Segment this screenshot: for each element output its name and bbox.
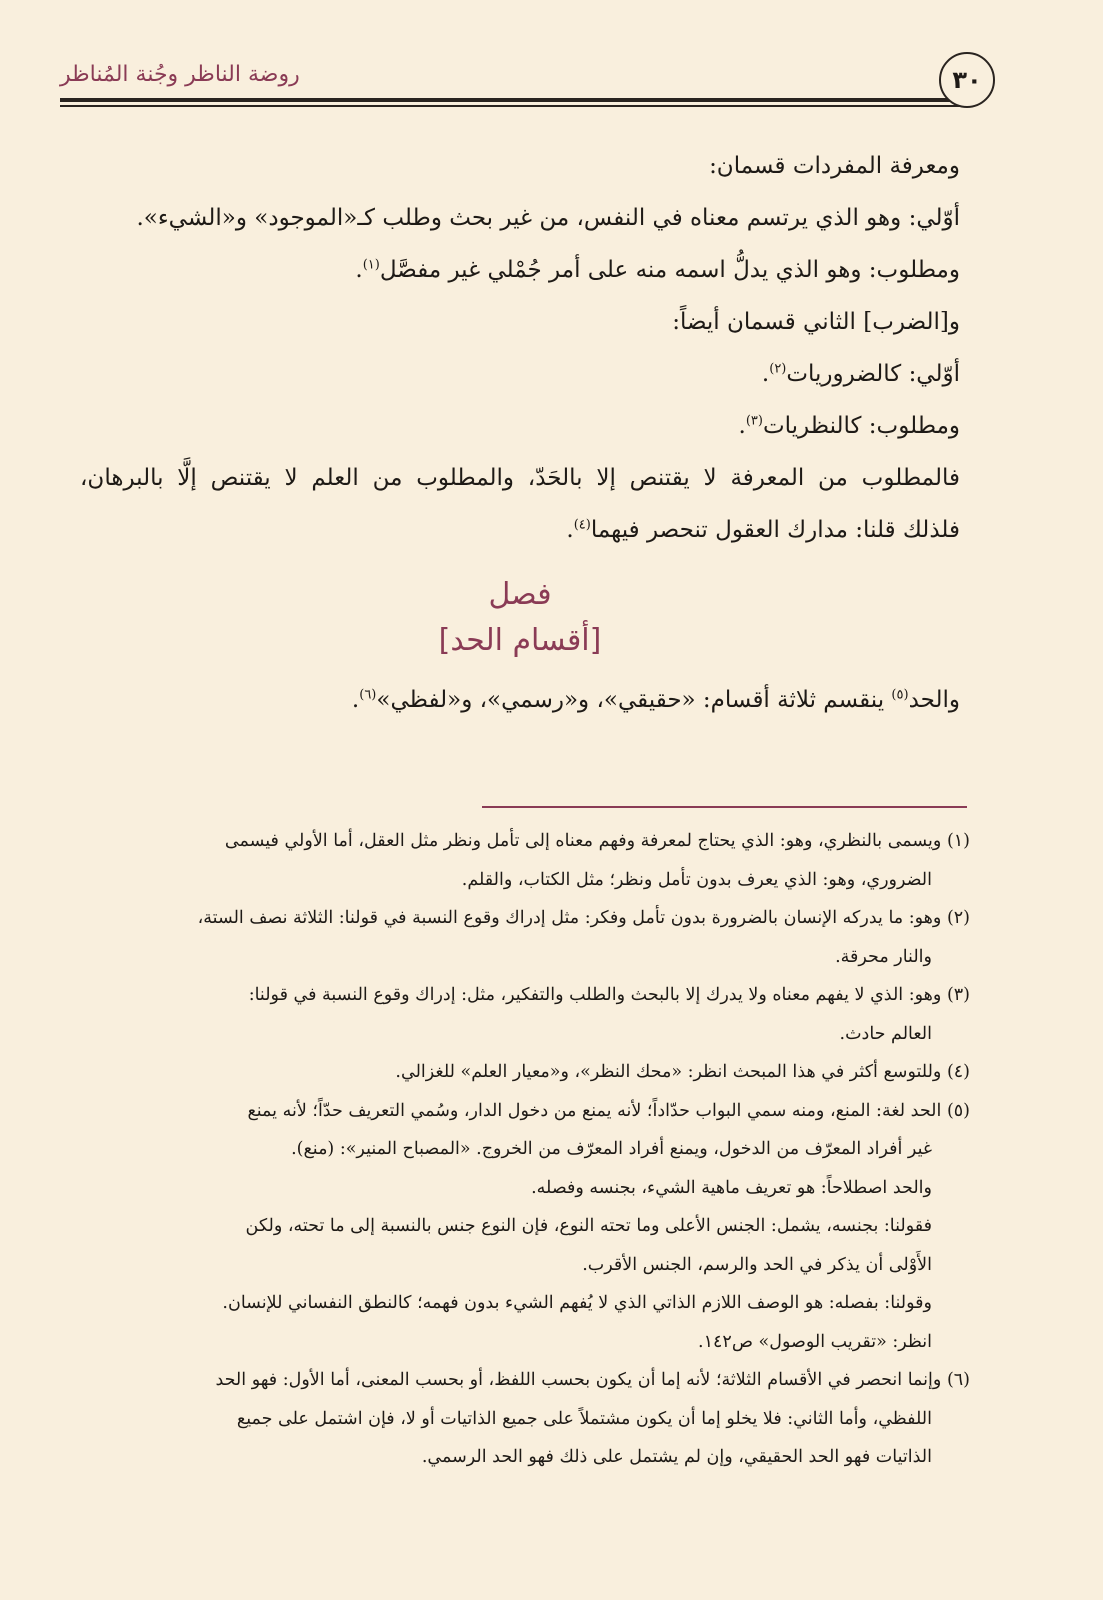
footnote-ref[interactable]: (٥) [891, 687, 909, 703]
period: . [351, 687, 360, 713]
footnote-ref[interactable]: (١) [362, 257, 380, 273]
footnote-text: وهو: الذي لا يفهم معناه ولا يدرك إلا بالبحث والطلب والتفكير، مثل: إدراك وقوع النسبة في قولنا: [248, 985, 942, 1005]
period: . [355, 257, 363, 283]
footnote-text: وللتوسع أكثر في هذا المبحث انظر: «محك النظر»، و«معيار العلم» للغزالي. [395, 1062, 942, 1082]
text-segment: ينقسم ثلاثة أقسام: «حقيقي»، و«رسمي»، و«لفظي» [376, 687, 885, 713]
footnote-text: وقولنا: بفصله: هو الوصف اللازم الذاتي الذي لا يُفهم الشيء بدون فهمه؛ كالنطق النفساني للإنسان. [222, 1293, 932, 1313]
footnote-number: (٢) [946, 908, 970, 928]
footnote-6 [80, 1361, 970, 1477]
main-text [80, 140, 960, 726]
text-segment: ومطلوب: كالنظريات [762, 413, 960, 439]
page-number-badge: ٣٠ [939, 52, 995, 108]
header-rule-thin [60, 105, 967, 107]
footnote-ref[interactable]: (٢) [769, 361, 787, 377]
text-segment: ومطلوب: وهو الذي يدلُّ اسمه منه على أمر جُمْلي غير مفصَّل [379, 257, 960, 283]
text-line: فالمطلوب من المعرفة لا يقتنص إلا بالحَدّ، والمطلوب من العلم لا يقتنص إلَّا بالبرهان، [80, 465, 960, 491]
footnote-text: اللفظي، وأما الثاني: فلا يخلو إما أن يكون مشتملاً على جميع الذاتيات أو لا، فإن اشتمل على جميع [236, 1408, 932, 1429]
footnote-5 [80, 1092, 970, 1362]
period: . [761, 361, 770, 387]
footnote-text: والنار محرقة. [835, 946, 932, 967]
footnote-3 [80, 976, 970, 1053]
period: . [566, 517, 574, 543]
text-segment: والحد [908, 687, 960, 713]
footnote-number: (١) [946, 831, 970, 851]
footnote-text: غير أفراد المعرّف من الدخول، ويمنع أفراد المعرّف من الخروج. «المصباح المنير»: (منع). [291, 1139, 932, 1159]
text-segment: أوّلي: كالضروريات [786, 361, 960, 387]
text-line [80, 348, 960, 400]
page-header [60, 52, 995, 112]
footnote-text: والحد اصطلاحاً: هو تعريف ماهية الشيء، بجنسه وفصله. [531, 1177, 932, 1198]
text-line [80, 674, 960, 726]
footnote-1 [80, 822, 970, 899]
section-subtitle: [أقسام الحد] [438, 623, 602, 658]
header-rule [60, 98, 967, 102]
footnote-number: (٣) [946, 985, 970, 1005]
footnote-text: وهو: ما يدركه الإنسان بالضرورة بدون تأمل وفكر: مثل إدراك وقوع النسبة في قولنا: الثلاثة نصف الستة، [197, 908, 942, 928]
text-line: و[الضرب] الثاني قسمان أيضاً: [672, 309, 960, 335]
text-line [80, 244, 960, 296]
footnote-divider [482, 806, 967, 808]
footnote-ref[interactable]: (٦) [359, 687, 377, 703]
footnote-number: (٥) [946, 1100, 970, 1121]
text-line [80, 400, 960, 452]
footnote-2 [80, 899, 970, 976]
running-title: روضة الناظر وجُنة المُناظر [60, 62, 300, 87]
footnote-ref[interactable]: (٣) [745, 413, 763, 429]
section-heading: فصل [488, 577, 552, 612]
footnote-4 [80, 1053, 970, 1092]
text-line: أوّلي: وهو الذي يرتسم معناه في النفس، من غير بحث وطلب كـ«الموجود» و«الشيء». [136, 205, 960, 231]
footnote-text: وإنما انحصر في الأقسام الثلاثة؛ لأنه إما أن يكون بحسب اللفظ، أو بحسب المعنى، أما الأول: فهو الحد [215, 1370, 942, 1390]
text-line [80, 504, 960, 556]
footnote-number: (٦) [946, 1370, 970, 1390]
footnote-text: الأَوْلى أن يذكر في الحد والرسم، الجنس الأقرب. [582, 1254, 932, 1275]
footnote-number: (٤) [946, 1062, 970, 1082]
period: . [738, 413, 746, 439]
text-line: ومعرفة المفردات قسمان: [709, 153, 960, 179]
footnote-ref[interactable]: (٤) [573, 517, 591, 533]
text-segment: فلذلك قلنا: مدارك العقول تنحصر فيهما [590, 517, 960, 543]
footnote-text: الذاتيات فهو الحد الحقيقي، وإن لم يشتمل على ذلك فهو الحد الرسمي. [421, 1447, 932, 1467]
section-header [80, 572, 960, 664]
footnote-text: ويسمى بالنظري، وهو: الذي يحتاج لمعرفة وفهم معناه إلى تأمل ونظر مثل العقل، أما الأولي فيسمى [224, 831, 942, 851]
footnote-text: فقولنا: بجنسه، يشمل: الجنس الأعلى وما تحته النوع، فإن النوع جنس بالنسبة إلى ما تحته، ولكن [245, 1216, 932, 1236]
footnotes [80, 822, 970, 1477]
footnote-text: انظر: «تقريب الوصول» ص١٤٢. [698, 1331, 932, 1352]
footnote-text: العالم حادث. [839, 1023, 932, 1044]
footnote-text: الضروري، وهو: الذي يعرف بدون تأمل ونظر؛ مثل الكتاب، والقلم. [461, 869, 932, 890]
footnote-text: الحد لغة: المنع، ومنه سمي البواب حدّاداً؛ لأنه يمنع من دخول الدار، وسُمي التعريف حدّاً؛ لأنه يمنع [247, 1100, 942, 1121]
